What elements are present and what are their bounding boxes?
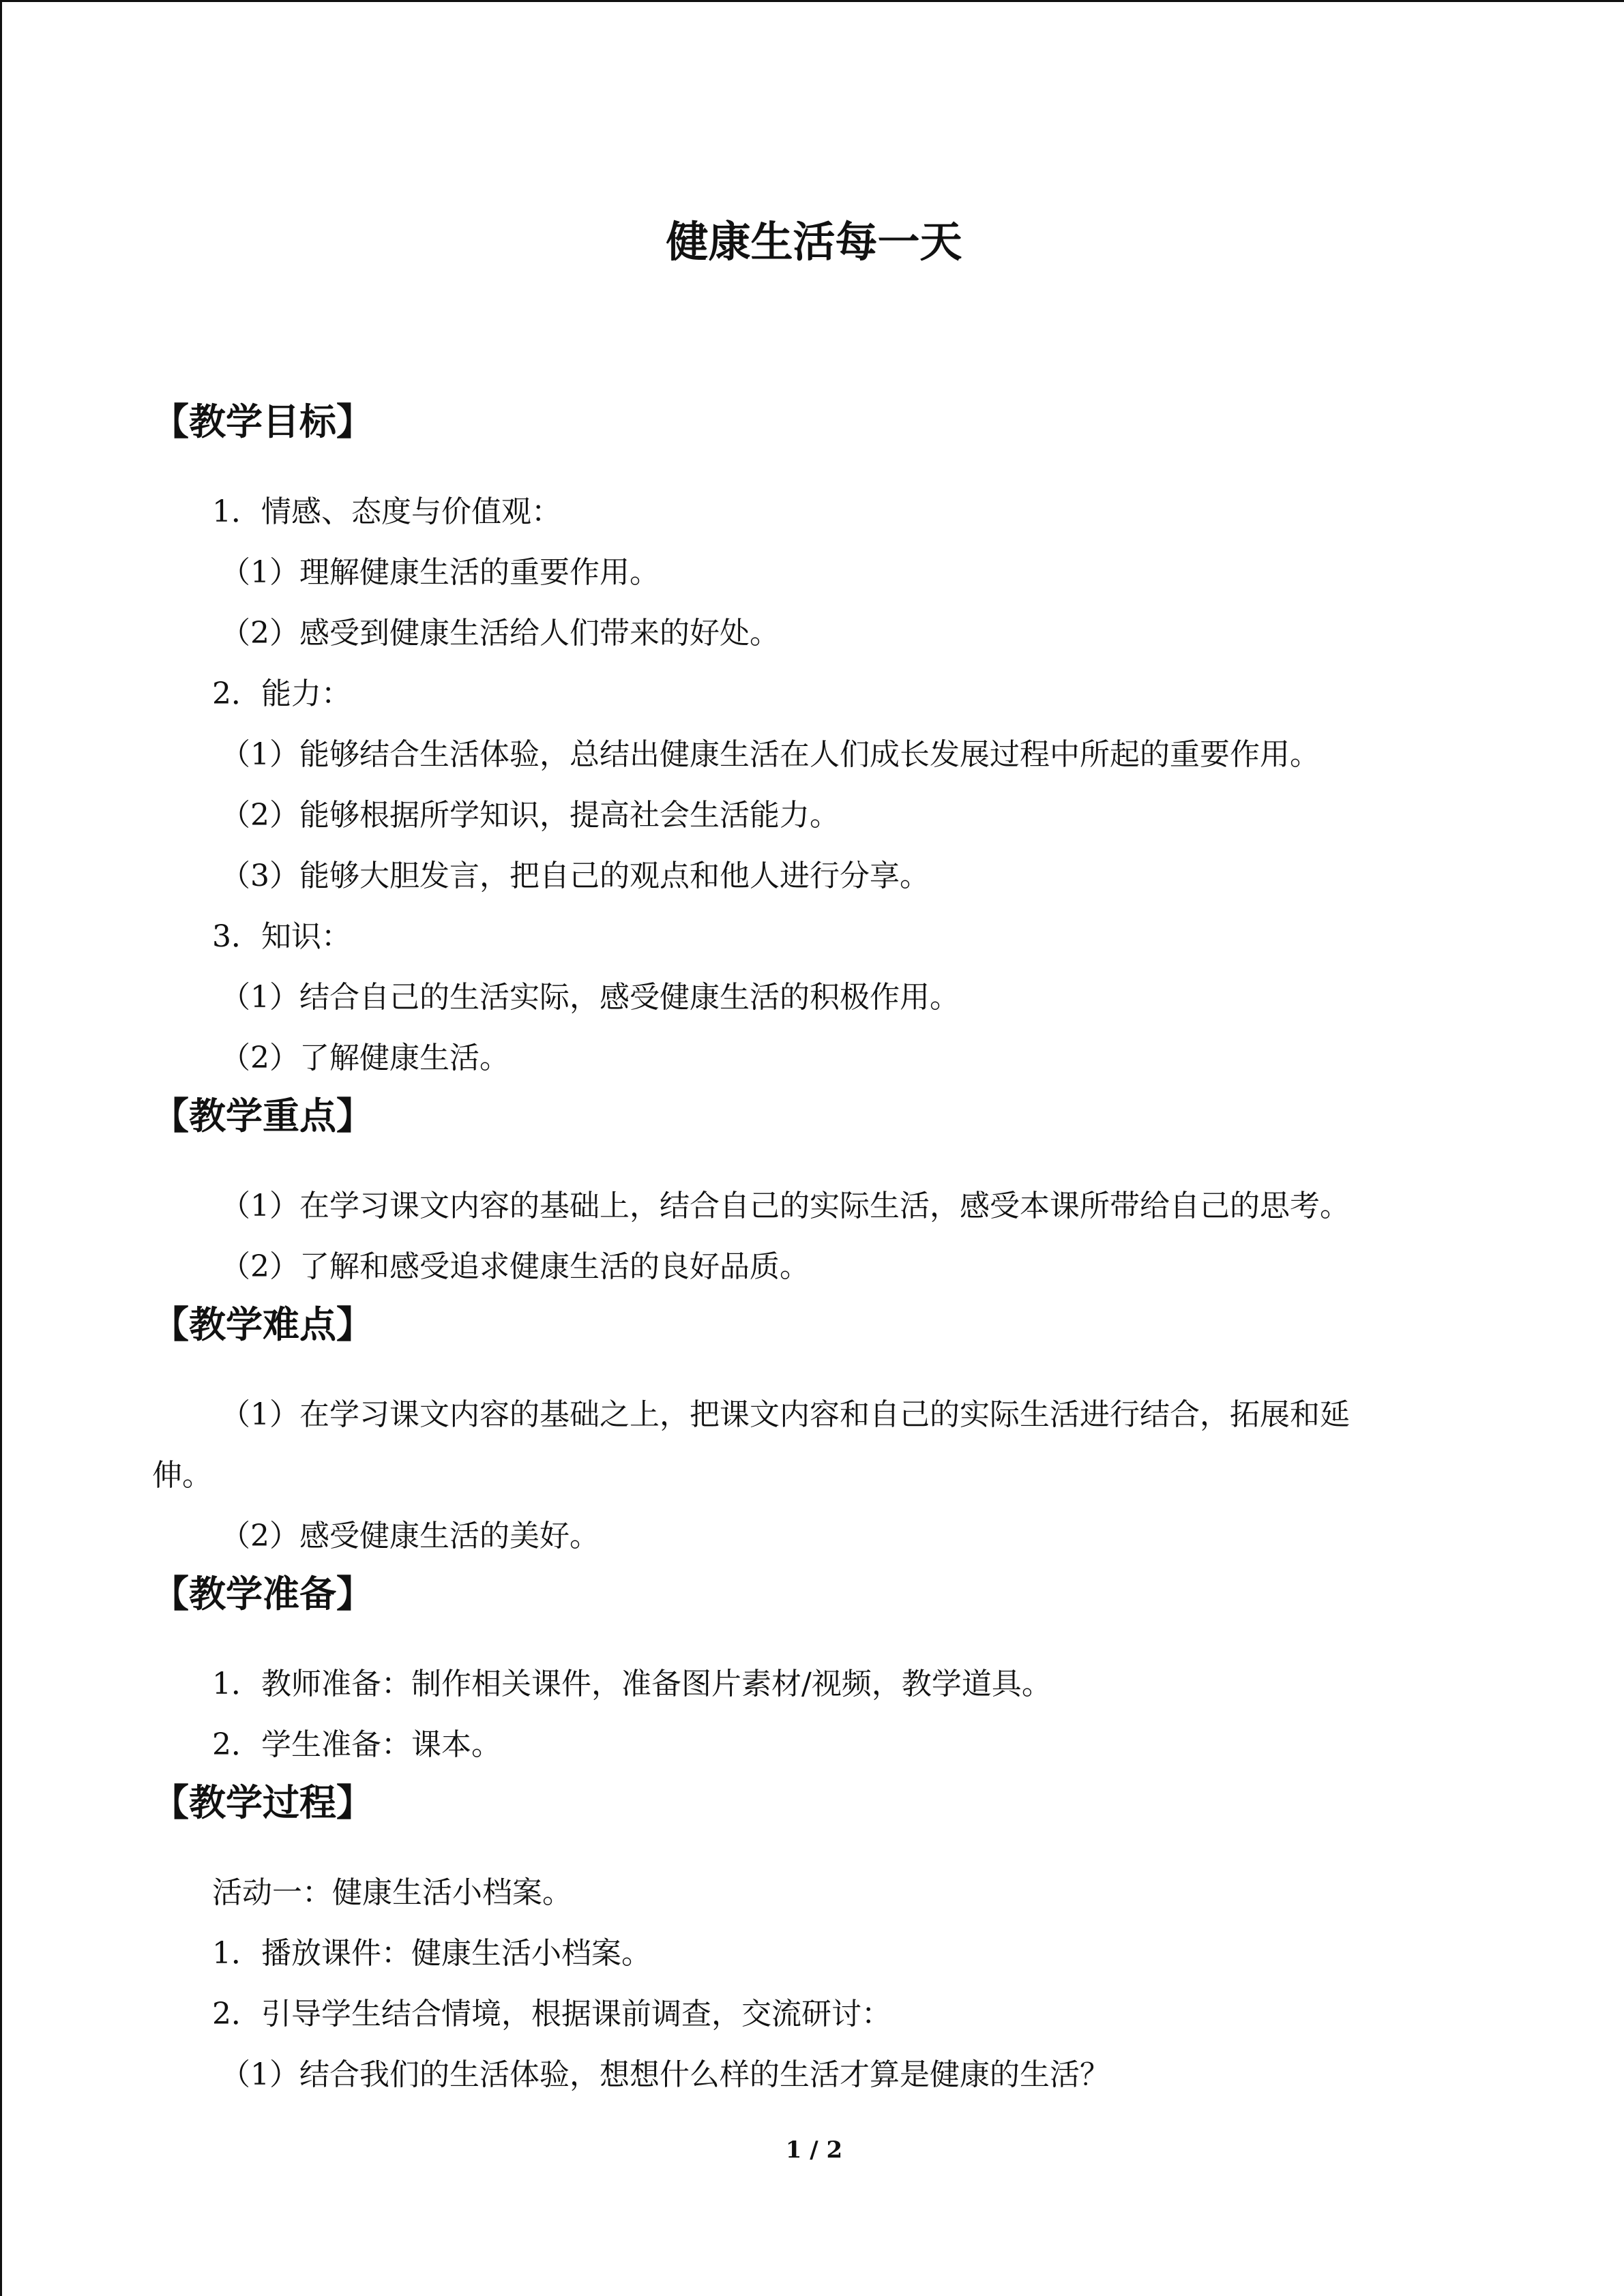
goal-line: （1）理解健康生活的重要作用。 (220, 555, 660, 590)
page-number: 1 / 2 (785, 2136, 843, 2164)
goal-line: （3）能够大胆发言，把自己的观点和他人进行分享。 (220, 859, 930, 893)
goal-line: （2）感受到健康生活给人们带来的好处。 (220, 616, 780, 651)
document-title: 健康生活每一天 (666, 217, 962, 267)
difficulty-line: （1）在学习课文内容的基础之上，把课文内容和自己的实际生活进行结合，拓展和延 (220, 1397, 1350, 1432)
goal-line: 1．情感、态度与价值观： (212, 494, 561, 529)
goal-line: （2）了解健康生活。 (220, 1041, 510, 1075)
goal-line: （1）能够结合生活体验，总结出健康生活在人们成长发展过程中所起的重要作用。 (220, 737, 1320, 772)
process-line: 2．引导学生结合情境，根据课前调查，交流研讨： (212, 1997, 891, 2031)
difficulty-line: 伸。 (152, 1458, 212, 1493)
goal-line: （2）能够根据所学知识，提高社会生活能力。 (220, 798, 840, 833)
goal-line: 3．知识： (212, 919, 351, 954)
section-heading-difficulties: 【教学难点】 (152, 1302, 373, 1346)
section-heading-key-points: 【教学重点】 (152, 1094, 373, 1137)
process-line: 1．播放课件：健康生活小档案。 (212, 1936, 651, 1971)
key-point-line: （2）了解和感受追求健康生活的良好品质。 (220, 1249, 810, 1284)
preparation-line: 2．学生准备：课本。 (212, 1727, 501, 1762)
document-body (152, 394, 1448, 2105)
section-heading-goals: 【教学目标】 (152, 400, 373, 443)
section-heading-preparation: 【教学准备】 (152, 1572, 373, 1615)
goal-line: 2．能力： (212, 676, 351, 711)
preparation-line: 1．教师准备：制作相关课件，准备图片素材/视频，教学道具。 (212, 1667, 1052, 1701)
key-point-line: （1）在学习课文内容的基础上，结合自己的实际生活，感受本课所带给自己的思考。 (220, 1189, 1350, 1223)
goal-line: （1）结合自己的生活实际，感受健康生活的积极作用。 (220, 980, 960, 1015)
section-heading-process: 【教学过程】 (152, 1780, 373, 1824)
process-line: （1）结合我们的生活体验，想想什么样的生活才算是健康的生活？ (220, 2057, 1110, 2092)
process-line: 活动一：健康生活小档案。 (212, 1875, 572, 1910)
difficulty-line: （2）感受健康生活的美好。 (220, 1519, 600, 1553)
